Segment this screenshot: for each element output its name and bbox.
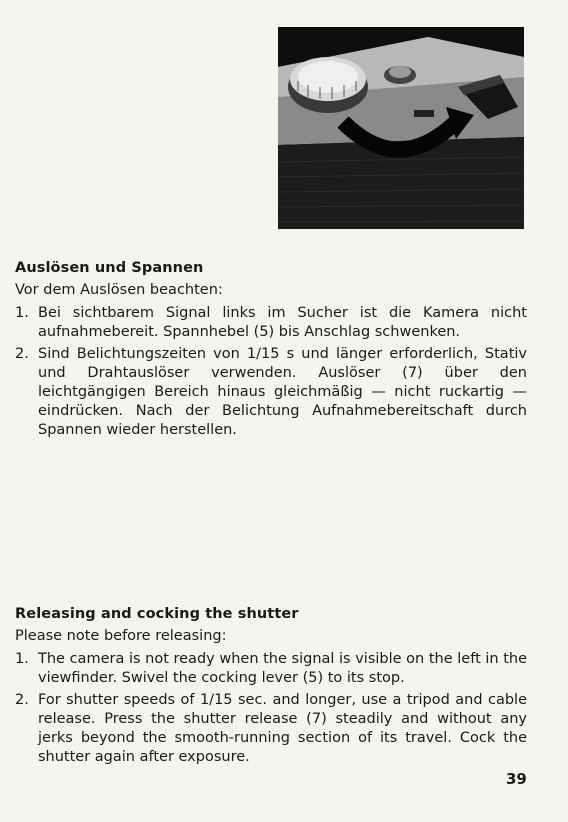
step-item — [15, 304, 527, 342]
intro-en: Please note before releasing: — [15, 628, 227, 644]
step-number: 1. — [15, 651, 29, 667]
page-number: 39 — [506, 770, 527, 788]
step-item — [15, 650, 527, 688]
step-number: 1. — [15, 305, 29, 321]
section-heading-de: Auslösen und Spannen — [15, 260, 204, 276]
step-text: Sind Belichtungszeiten von 1/15 s und länger erforderlich, Stativ und Drahtauslöser verwenden. Auslöser (7) über den leichtgängigen Bereich hinaus gleichmäßig — nicht ruckartig — eindrücken. Nach der Belichtung Aufnahmebereitschaft durch Spannen wieder herstellen. — [38, 346, 527, 438]
step-number: 2. — [15, 692, 29, 708]
intro-de: Vor dem Auslösen beachten: — [15, 282, 223, 298]
step-text: Bei sichtbarem Signal links im Sucher ist die Kamera nicht aufnahmebereit. Spannhebel (5) bis Anschlag schwenken. — [38, 305, 527, 340]
section-heading-en: Releasing and cocking the shutter — [15, 606, 299, 622]
step-number: 2. — [15, 346, 29, 362]
step-text: For shutter speeds of 1/15 sec. and longer, use a tripod and cable release. Press the shutter release (7) steadily and without any jerks beyond the smooth-running section of its travel. Cock the shutter again after exposure. — [38, 692, 527, 765]
steps-de — [15, 304, 527, 440]
steps-en — [15, 650, 527, 767]
step-text: The camera is not ready when the signal is visible on the left in the viewfinder. Swivel the cocking lever (5) to its stop. — [38, 651, 527, 686]
camera-photo — [278, 27, 524, 229]
step-item — [15, 345, 527, 440]
step-item — [15, 691, 527, 767]
